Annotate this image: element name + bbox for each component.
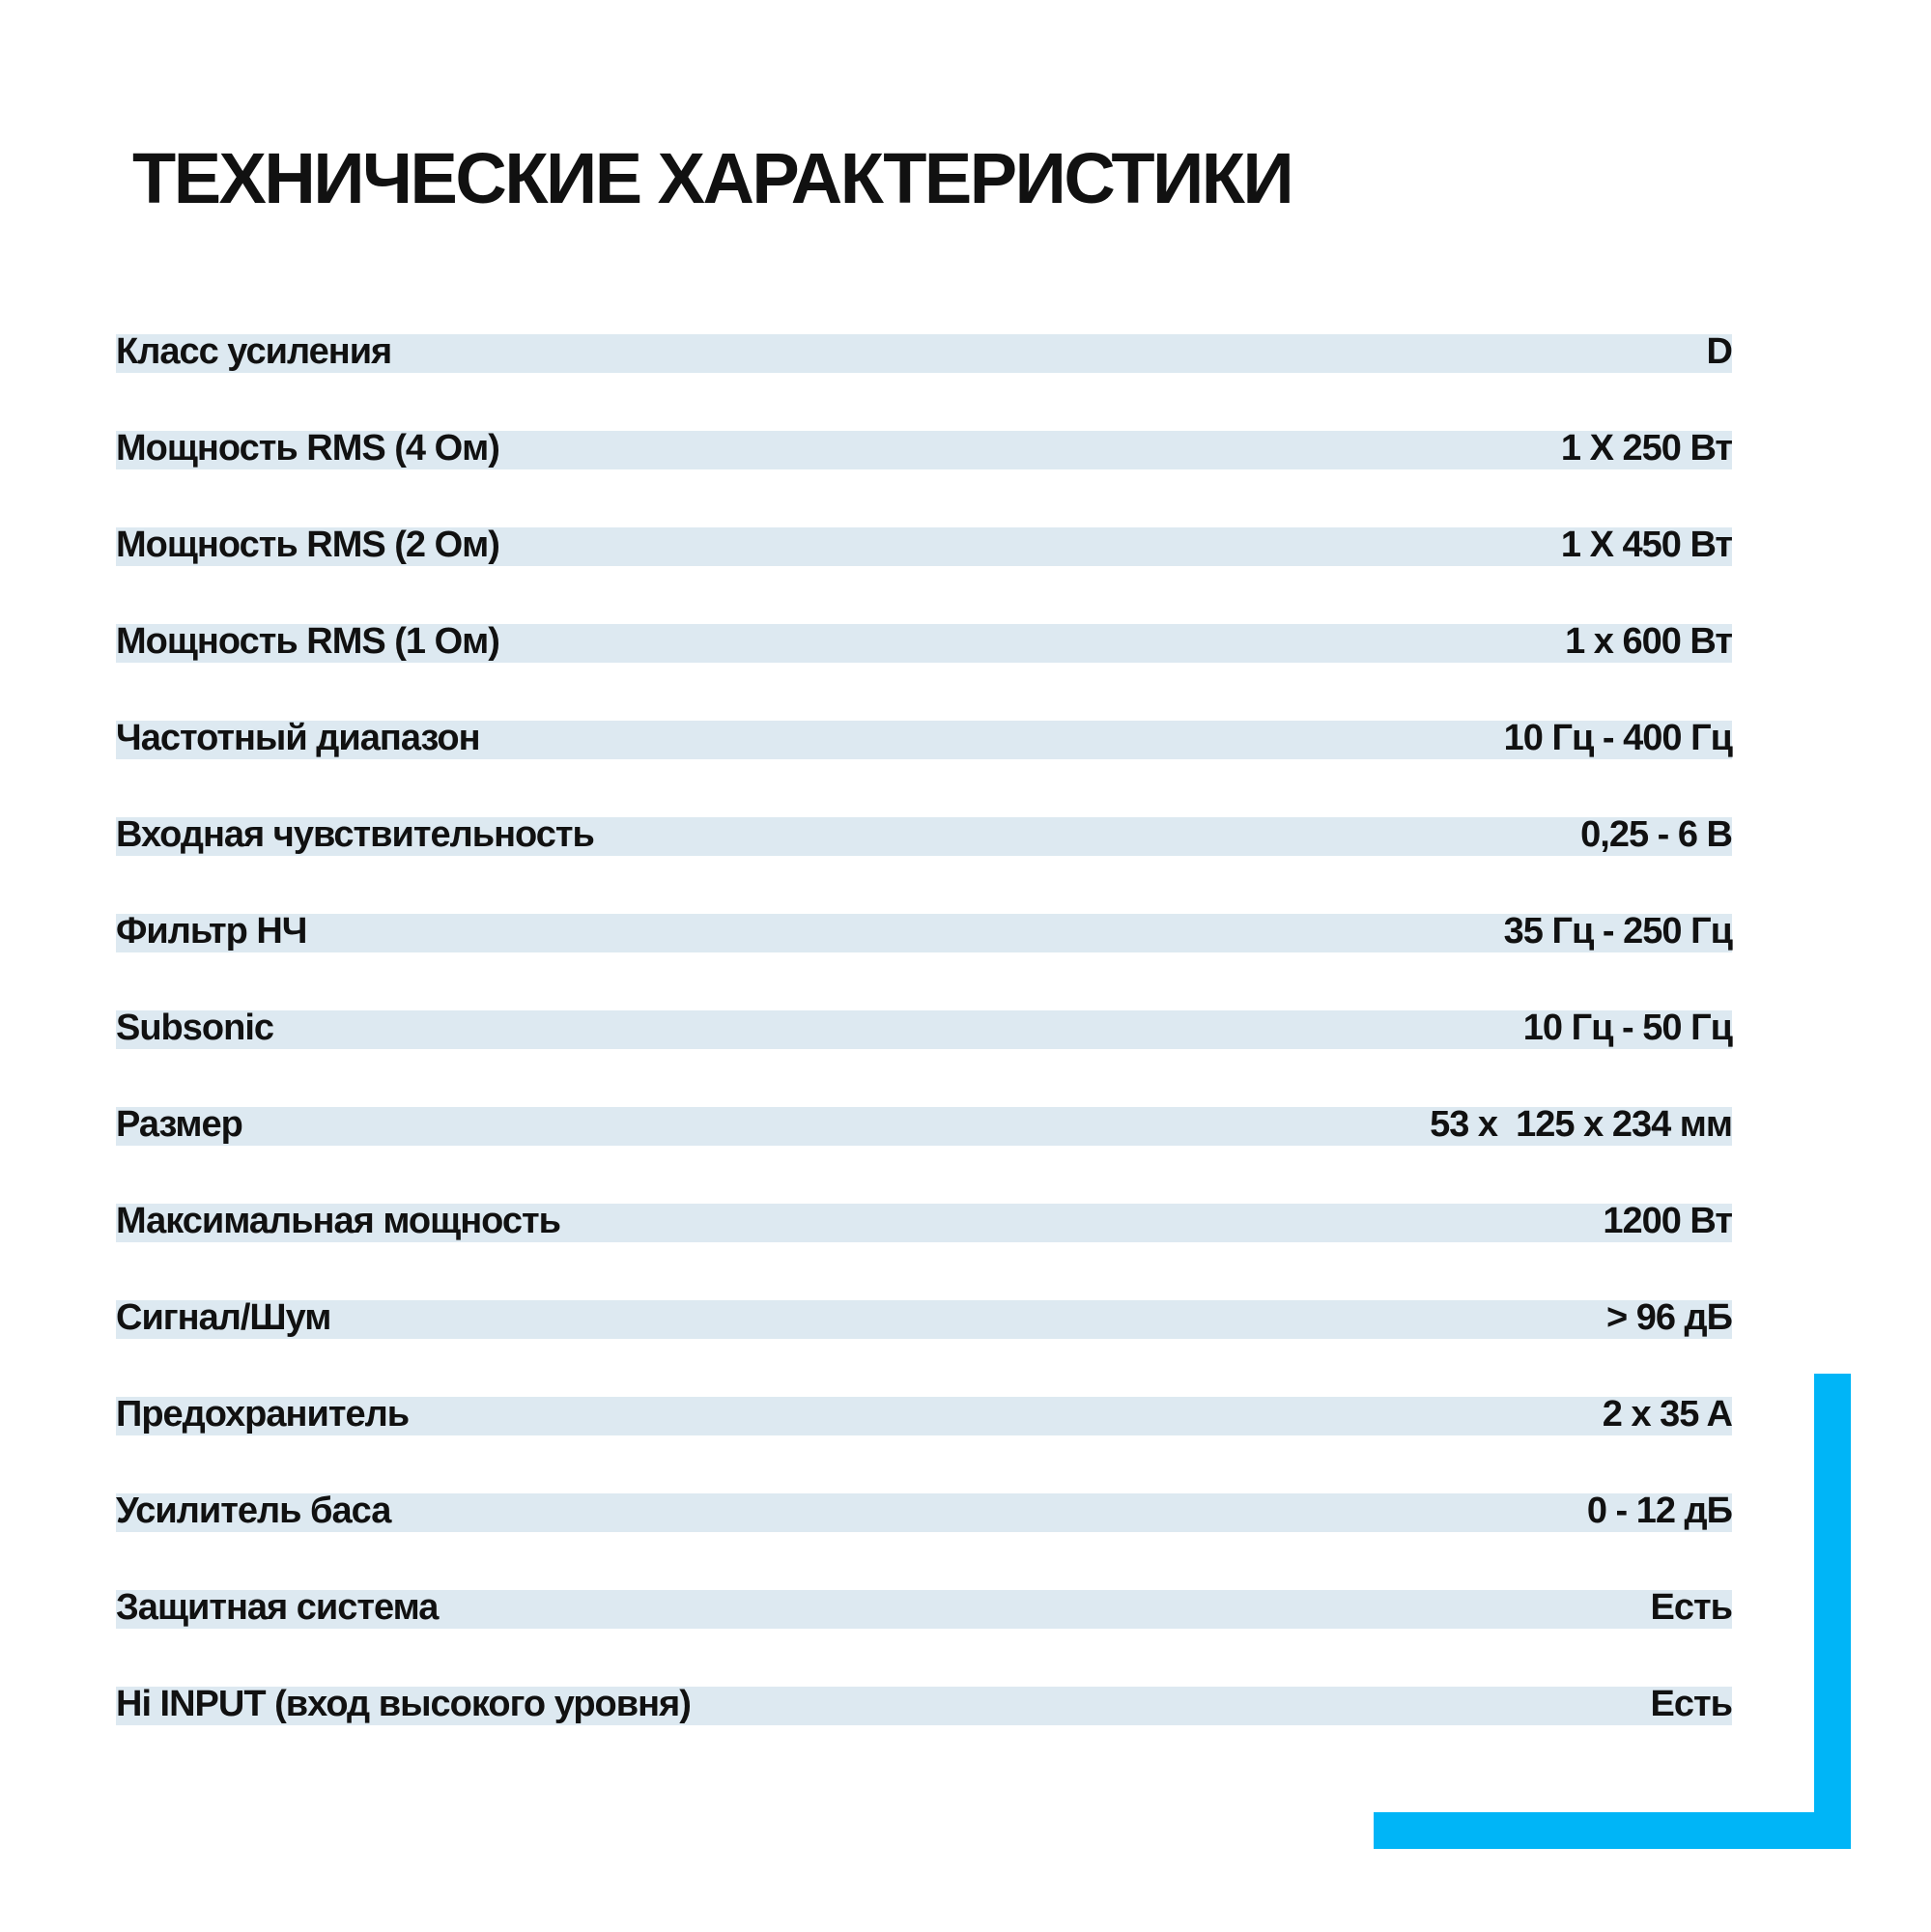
- spec-row-rms-4-ohm: [116, 428, 1732, 527]
- spec-value: > 96 дБ: [1605, 1297, 1732, 1338]
- spec-label: Частотный диапазон: [116, 718, 480, 758]
- spec-label: Усилитель баса: [116, 1491, 391, 1531]
- spec-label: Предохранитель: [116, 1394, 410, 1435]
- spec-value: 10 Гц - 50 Гц: [1522, 1008, 1732, 1048]
- spec-value: 1 X 250 Вт: [1560, 428, 1732, 469]
- spec-label: Мощность RMS (4 Ом): [116, 428, 499, 469]
- spec-table: [116, 331, 1732, 1783]
- spec-row-protection: [116, 1587, 1732, 1687]
- spec-value: 2 x 35 A: [1602, 1394, 1732, 1435]
- spec-row-fuse: [116, 1394, 1732, 1493]
- spec-label: Защитная система: [116, 1587, 439, 1628]
- spec-value: Есть: [1650, 1587, 1732, 1628]
- spec-label: Hi INPUT (вход высокого уровня): [116, 1684, 691, 1724]
- spec-row-hi-input: [116, 1684, 1732, 1783]
- spec-row-input-sensitivity: [116, 814, 1732, 914]
- spec-row-low-pass-filter: [116, 911, 1732, 1010]
- spec-row-max-power: [116, 1201, 1732, 1300]
- spec-label: Мощность RMS (2 Ом): [116, 525, 499, 565]
- spec-value: 1 x 600 Вт: [1565, 621, 1732, 662]
- spec-row-rms-1-ohm: [116, 621, 1732, 721]
- spec-label: Размер: [116, 1104, 242, 1145]
- spec-label: Мощность RMS (1 Ом): [116, 621, 499, 662]
- spec-row-band: [116, 1010, 1732, 1049]
- spec-label: Сигнал/Шум: [116, 1297, 331, 1338]
- spec-row-band: [116, 911, 1732, 952]
- spec-label: Subsonic: [116, 1008, 274, 1048]
- spec-value: D: [1706, 331, 1732, 372]
- spec-value: 0,25 - 6 В: [1580, 814, 1732, 855]
- spec-value: 53 x 125 x 234 мм: [1430, 1104, 1732, 1145]
- spec-row-band: [116, 1297, 1732, 1339]
- spec-row-amplifier-class: [116, 331, 1732, 431]
- spec-value: 0 - 12 дБ: [1586, 1491, 1732, 1531]
- spec-label: Максимальная мощность: [116, 1201, 560, 1241]
- corner-accent-vertical-bar: [1814, 1374, 1851, 1849]
- spec-label: Фильтр НЧ: [116, 911, 307, 952]
- spec-value: Есть: [1650, 1684, 1732, 1724]
- spec-row-rms-2-ohm: [116, 527, 1732, 624]
- corner-accent-horizontal-bar: [1374, 1812, 1851, 1849]
- spec-value: 35 Гц - 250 Гц: [1503, 911, 1732, 952]
- spec-row-frequency-range: [116, 718, 1732, 817]
- spec-label: Входная чувствительность: [116, 814, 594, 855]
- spec-row-signal-noise: [116, 1297, 1732, 1397]
- spec-row-bass-boost: [116, 1493, 1732, 1590]
- spec-value: 10 Гц - 400 Гц: [1503, 718, 1732, 758]
- spec-value: 1 X 450 Вт: [1560, 525, 1732, 565]
- spec-row-size: [116, 1104, 1732, 1204]
- spec-value: 1200 Вт: [1603, 1201, 1732, 1241]
- spec-label: Класс усиления: [116, 331, 392, 372]
- page-title: ТЕХНИЧЕСКИЕ ХАРАКТЕРИСТИКИ: [132, 138, 1292, 218]
- spec-row-subsonic: [116, 1010, 1732, 1107]
